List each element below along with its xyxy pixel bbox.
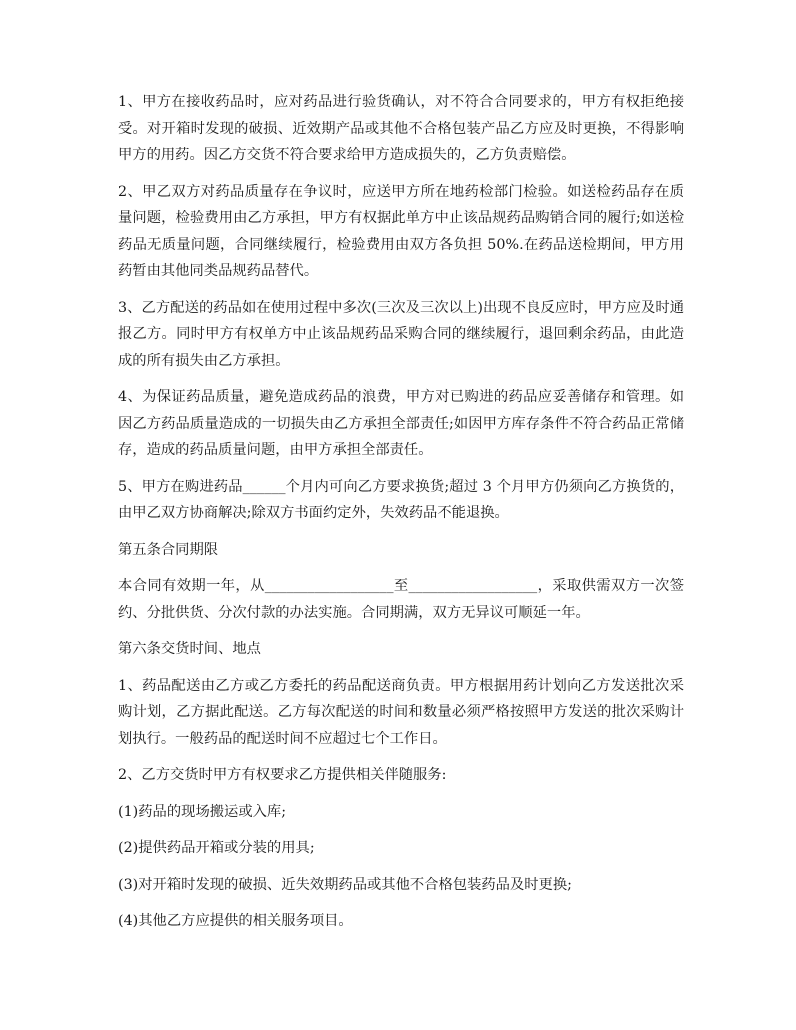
clause-paragraph: 2、乙方交货时甲方有权要求乙方提供相关伴随服务: <box>118 767 447 783</box>
list-item: (3)对开箱时发现的破损、近失效期药品或其他不合格包装药品及时更换; <box>118 876 572 893</box>
list-item: (4)其他乙方应提供的相关服务项目。 <box>118 913 353 929</box>
clause-paragraph: 1、甲方在接收药品时，应对药品进行验货确认，对不符合合同要求的，甲方有权拒绝接受。对开箱时发现的破损、近效期产品或其他不合格包装产品乙方应及时更换，不得影响甲方的用药。因乙方交货不符合要求给甲方造成损失的，乙方负责赔偿。 <box>118 94 684 163</box>
list-item: (1)药品的现场搬运或入库; <box>118 803 287 820</box>
clause-paragraph: 4、为保证药品质量，避免造成药品的浪费，甲方对已购进的药品应妥善储存和管理。如因乙方药品质量造成的一切损失由乙方承担全部责任;如因甲方库存条件不符合药品正常储存，造成的药品质量问题，由甲方承担全部责任。 <box>118 389 684 458</box>
clause-paragraph: 5、甲方在购进药品______个月内可向乙方要求换货;超过 3 个月甲方仍须向乙方换货的，由甲乙双方协商解决;除双方书面约定外，失效药品不能退换。 <box>118 478 684 521</box>
document-body <box>118 89 684 945</box>
clause-paragraph: 3、乙方配送的药品如在使用过程中多次(三次及三次以上)出现不良反应时，甲方应及时通报乙方。同时甲方有权单方中止该品规药品采购合同的继续履行，退回剩余药品，由此造成的所有损失由乙方承担。 <box>118 299 684 369</box>
clause-paragraph: 1、药品配送由乙方或乙方委托的药品配送商负责。甲方根据用药计划向乙方发送批次采购计划，乙方据此配送。乙方每次配送的时间和数量必须严格按照甲方发送的批次采购计划执行。一般药品的配送时间不应超过七个工作日。 <box>118 677 684 747</box>
clause-paragraph: 2、甲乙双方对药品质量存在争议时，应送甲方所在地药检部门检验。如送检药品存在质量问题，检验费用由乙方承担，甲方有权据此单方中止该品规药品购销合同的履行;如送检药品无质量问题，合同继续履行，检验费用由双方各负担 50%.在药品送检期间，甲方用药暂由其他同类品规药品替代。 <box>118 183 684 279</box>
section-heading: 第六条交货时间、地点 <box>118 641 261 657</box>
list-item: (2)提供药品开箱或分装的用具; <box>118 840 315 856</box>
section-heading: 第五条合同期限 <box>118 541 219 558</box>
clause-paragraph: 本合同有效期一年，从__________________至__________________，采取供需双方一次签约、分批供货、分次付款的办法实施。合同期满，双方无异议可顺延一年。 <box>118 578 684 621</box>
